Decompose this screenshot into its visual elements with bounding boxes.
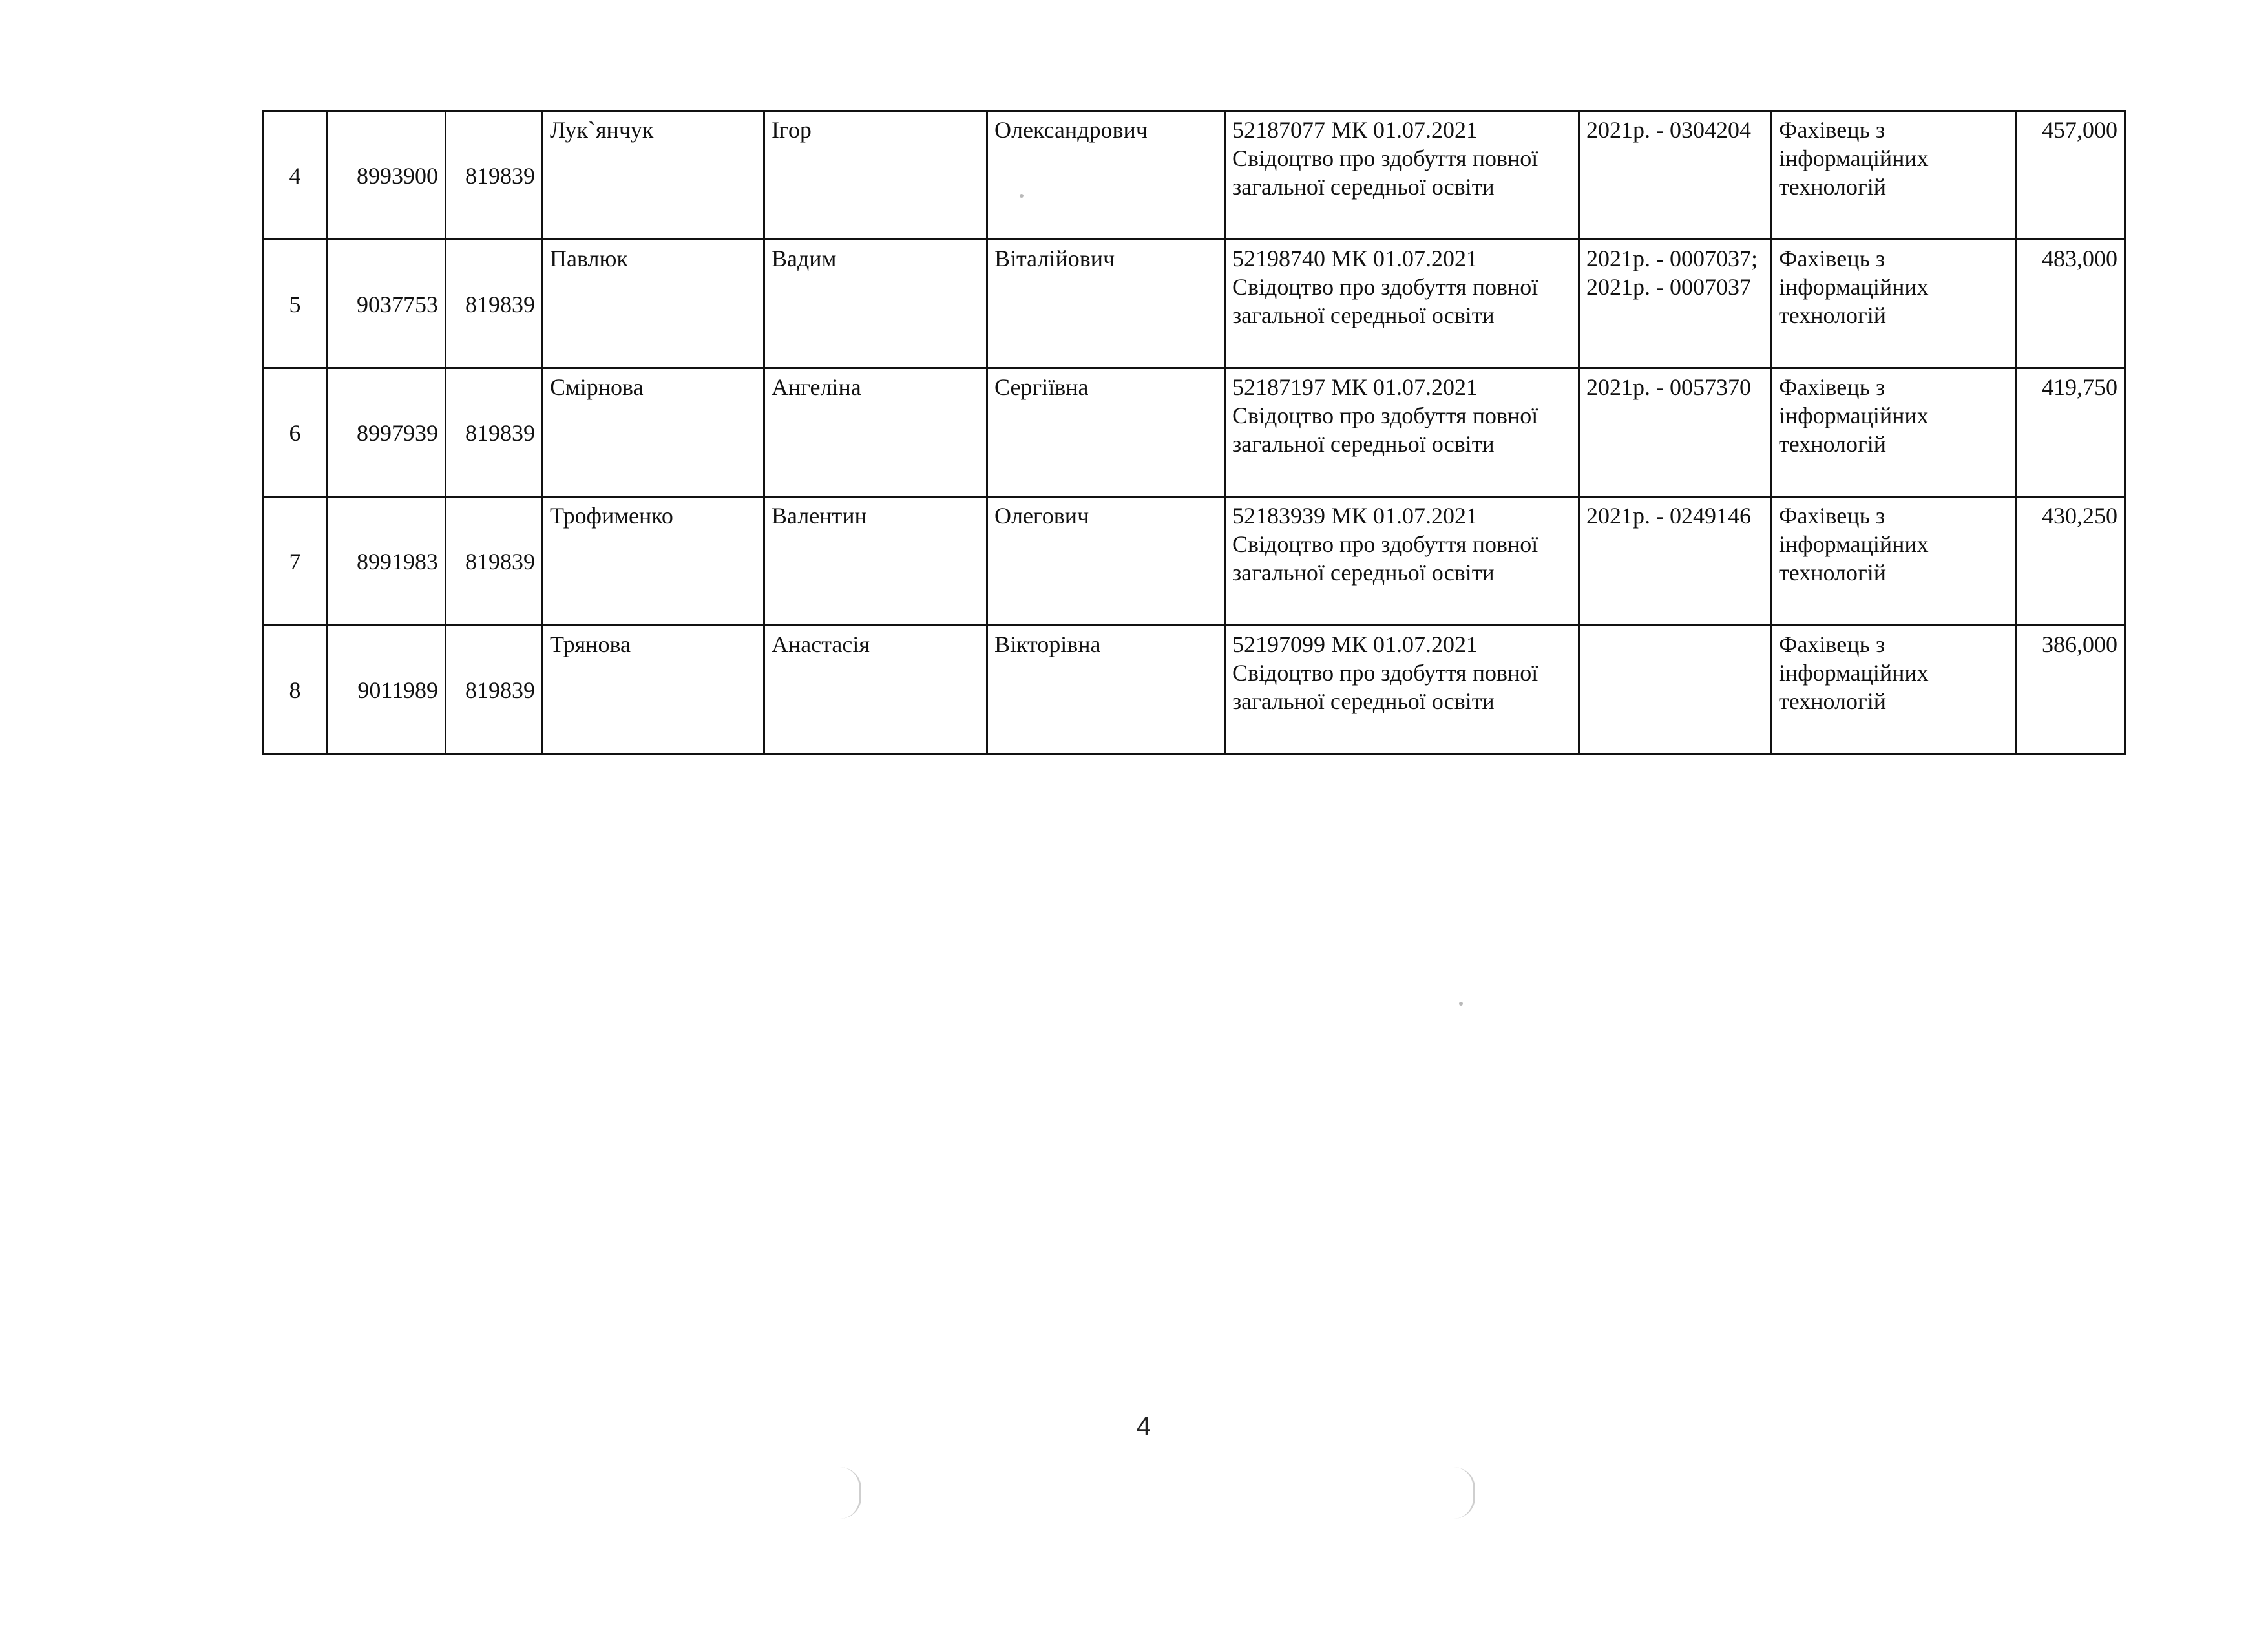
scan-dust-speck xyxy=(1020,194,1024,198)
cell-surname: Павлюк xyxy=(543,240,764,368)
cell-code-primary: 9011989 xyxy=(328,626,446,754)
cell-specialty: Фахівець з інформаційних технологій xyxy=(1772,368,2016,497)
page-number: 4 xyxy=(1136,1412,1151,1441)
cell-first-name: Ігор xyxy=(764,111,987,240)
cell-education-document: 52197099 МК 01.07.2021 Свідоцтво про здобуття повної загальної середньої освіти xyxy=(1225,626,1579,754)
cell-patronymic: Олегович xyxy=(987,497,1225,626)
cell-certificate xyxy=(1579,626,1772,754)
cell-row-number: 5 xyxy=(263,240,328,368)
cell-surname: Лук`янчук xyxy=(543,111,764,240)
cell-first-name: Вадим xyxy=(764,240,987,368)
table-row xyxy=(263,497,2125,626)
cell-code-secondary: 819839 xyxy=(446,240,543,368)
scan-dust-speck xyxy=(1459,1002,1463,1006)
cell-score: 430,250 xyxy=(2016,497,2125,626)
table-row xyxy=(263,626,2125,754)
cell-code-primary: 9037753 xyxy=(328,240,446,368)
cell-surname: Смірнова xyxy=(543,368,764,497)
scan-artifact-mark xyxy=(840,1467,861,1519)
cell-surname: Трянова xyxy=(543,626,764,754)
cell-education-document: 52187197 МК 01.07.2021 Свідоцтво про здобуття повної загальної середньої освіти xyxy=(1225,368,1579,497)
cell-specialty: Фахівець з інформаційних технологій xyxy=(1772,111,2016,240)
cell-specialty: Фахівець з інформаційних технологій xyxy=(1772,497,2016,626)
cell-first-name: Ангеліна xyxy=(764,368,987,497)
records-table-body xyxy=(263,111,2125,754)
cell-code-secondary: 819839 xyxy=(446,497,543,626)
table-row xyxy=(263,240,2125,368)
cell-certificate: 2021р. - 0304204 xyxy=(1579,111,1772,240)
cell-score: 483,000 xyxy=(2016,240,2125,368)
cell-education-document: 52187077 МК 01.07.2021 Свідоцтво про здобуття повної загальної середньої освіти xyxy=(1225,111,1579,240)
scan-artifact-mark xyxy=(1454,1467,1475,1519)
cell-surname: Трофименко xyxy=(543,497,764,626)
cell-patronymic: Сергіївна xyxy=(987,368,1225,497)
cell-patronymic: Олександрович xyxy=(987,111,1225,240)
cell-certificate: 2021р. - 0249146 xyxy=(1579,497,1772,626)
table-row xyxy=(263,111,2125,240)
cell-code-secondary: 819839 xyxy=(446,626,543,754)
cell-specialty: Фахівець з інформаційних технологій xyxy=(1772,240,2016,368)
cell-education-document: 52183939 МК 01.07.2021 Свідоцтво про здобуття повної загальної середньої освіти xyxy=(1225,497,1579,626)
records-table xyxy=(262,110,2126,755)
cell-patronymic: Віталійович xyxy=(987,240,1225,368)
cell-first-name: Валентин xyxy=(764,497,987,626)
cell-row-number: 6 xyxy=(263,368,328,497)
table-row xyxy=(263,368,2125,497)
cell-score: 457,000 xyxy=(2016,111,2125,240)
cell-score: 386,000 xyxy=(2016,626,2125,754)
cell-first-name: Анастасія xyxy=(764,626,987,754)
cell-code-secondary: 819839 xyxy=(446,111,543,240)
cell-code-primary: 8997939 xyxy=(328,368,446,497)
cell-certificate: 2021р. - 0007037; 2021р. - 0007037 xyxy=(1579,240,1772,368)
cell-row-number: 8 xyxy=(263,626,328,754)
cell-score: 419,750 xyxy=(2016,368,2125,497)
cell-row-number: 7 xyxy=(263,497,328,626)
cell-code-primary: 8991983 xyxy=(328,497,446,626)
cell-education-document: 52198740 МК 01.07.2021 Свідоцтво про здобуття повної загальної середньої освіти xyxy=(1225,240,1579,368)
cell-code-primary: 8993900 xyxy=(328,111,446,240)
cell-certificate: 2021р. - 0057370 xyxy=(1579,368,1772,497)
cell-specialty: Фахівець з інформаційних технологій xyxy=(1772,626,2016,754)
cell-row-number: 4 xyxy=(263,111,328,240)
cell-patronymic: Вікторівна xyxy=(987,626,1225,754)
cell-code-secondary: 819839 xyxy=(446,368,543,497)
records-table-container xyxy=(262,110,2124,755)
